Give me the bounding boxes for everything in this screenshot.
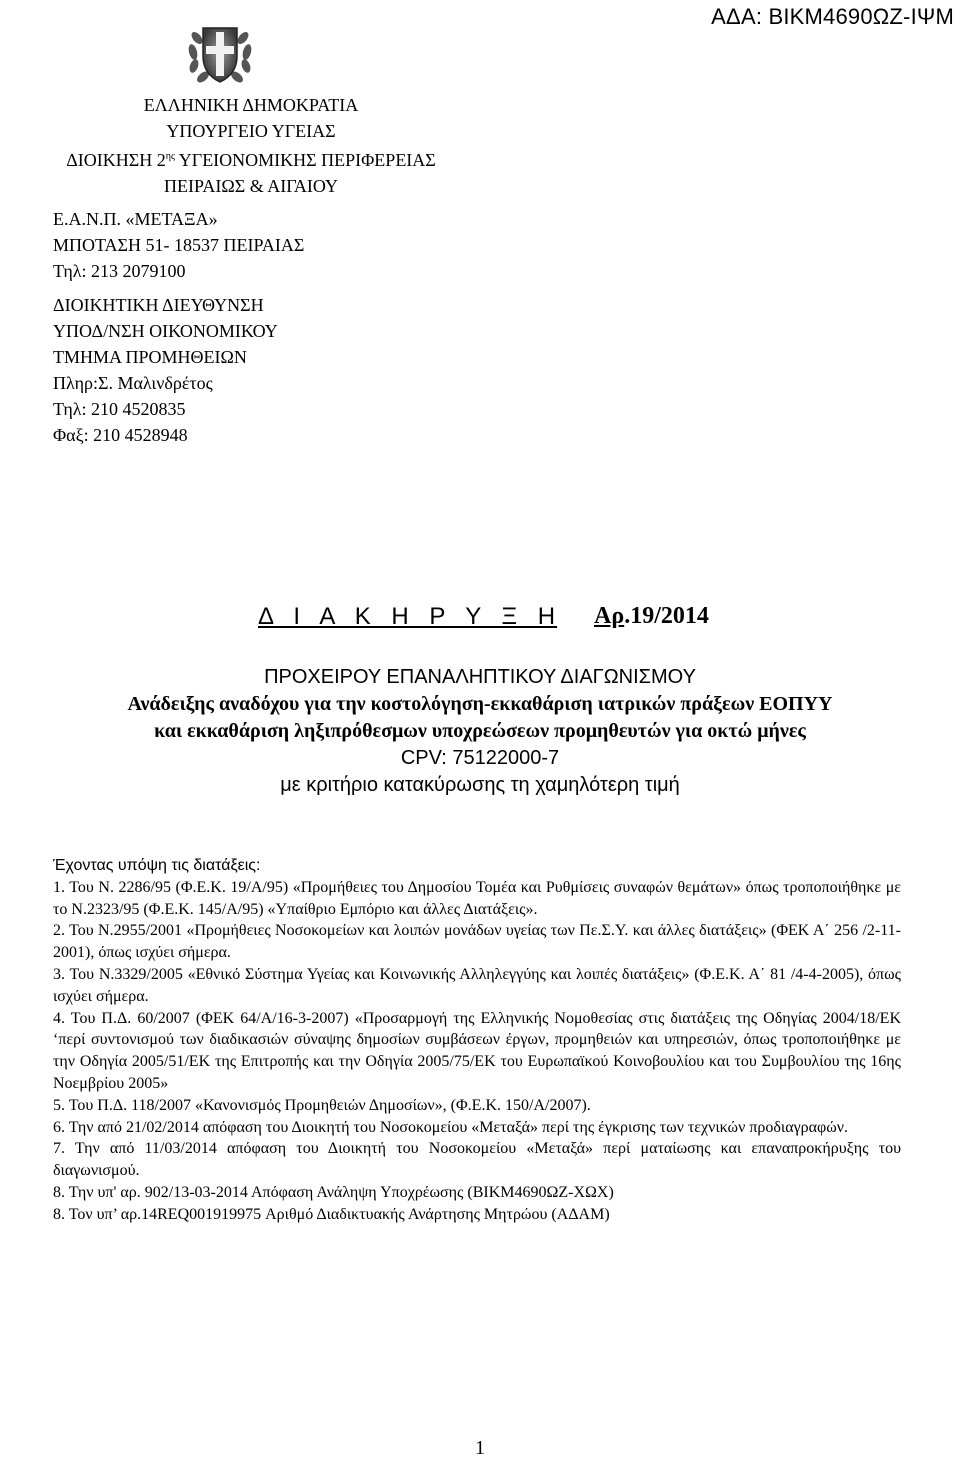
legal-basis-lead: Έχοντας υπόψη τις διατάξεις: (53, 857, 261, 874)
header-left (53, 206, 304, 448)
legal-item: 4. Του Π.Δ. 60/2007 (ΦΕΚ 64/Α/16-3-2007) «Προσαρμογή της Ελληνικής Νομοθεσίας στις διατάξεις της Οδηγίας 2004/18/ΕΚ ‘περί συντονισμού των διαδικασιών σύναψης δημοσίων συμβάσεων έργων, προμηθειών και υπηρεσιών, όπως τροποποιήθηκε με την Οδηγία 2005/51/ΕΚ της Επιτροπής και την Οδηγία 2005/75/ΕΚ του Ευρωπαϊκού Κοινοβουλίου και του Συμβουλίου της 16ης Νοεμβρίου 2005» (53, 1009, 901, 1092)
legal-item: 7. Την από 11/03/2014 απόφαση του Διοικητή του Νοσοκομείου «Μεταξά» περί ματαίωσης και επαναπροκήρυξης του διαγωνισμού. (53, 1140, 901, 1180)
hospital-phone: Τηλ: 213 2079100 (53, 261, 186, 281)
department-directorate: ΔΙΟΙΚΗΤΙΚΗ ΔΙΕΥΘΥΝΣΗ (53, 295, 264, 315)
header-line-region: ΔΙΟΙΚΗΣΗ $2^{\eta\varsigma}$ ΥΓΕΙΟΝΟΜΙΚΗΣ ΠΕΡΙΦΕΡΕΙΑΣ (66, 150, 436, 170)
legal-item: 8. Τον υπ’ αρ.14REQ001919975 Αριθμό Διαδικτυακής Ανάρτησης Μητρώου (ΑΔΑΜ) (53, 1205, 610, 1223)
department-contact: Πληρ:Σ. Μαλινδρέτος (53, 373, 213, 393)
header-line-republic: ΕΛΛΗΝΙΚΗ ΔΗΜΟΚΡΑΤΙΑ (143, 95, 359, 115)
department-fax: Φαξ: 210 4528948 (53, 425, 188, 445)
legal-basis (53, 855, 901, 1226)
department-subdirectorate: ΥΠΟΔ/ΝΣΗ ΟΙΚΟΝΟΜΙΚΟΥ (53, 321, 278, 341)
department-section: ΤΜΗΜΑ ΠΡΟΜΗΘΕΙΩΝ (53, 347, 247, 367)
declaration-number: Αρ.19/2014 (594, 603, 709, 629)
declaration-label: Δ Ι Α Κ Η Ρ Υ Ξ Η (258, 603, 558, 630)
subtitle-criterion: με κριτήριο κατακύρωσης τη χαμηλότερη τιμή (280, 774, 680, 796)
legal-item: 2. Του Ν.2955/2001 «Προμήθειες Νοσοκομείων και λοιπών μονάδων υγείας των Πε.Σ.Υ. και άλλες διατάξεις» (ΦΕΚ Α΄ 256 /2-11-2001), όπως ισχύει σήμερα. (53, 922, 901, 962)
subtitle-purpose-2: και εκκαθάριση ληξιπρόθεσμων υποχρεώσεων προμηθευτών για οκτώ μήνες (154, 720, 806, 742)
subtitle-procedure: ΠΡΟΧΕΙΡΟΥ ΕΠΑΝΑΛΗΠΤΙΚΟΥ ΔΙΑΓΩΝΙΣΜΟΥ (264, 666, 696, 688)
department-phone: Τηλ: 210 4520835 (53, 399, 186, 419)
legal-item: 3. Του Ν.3329/2005 «Εθνικό Σύστημα Υγείας και Κοινωνικής Αλληλεγγύης και λοιπές διατάξεις» (Φ.Ε.Κ. Α΄ 81 /4-4-2005), όπως ισχύει σήμερα. (53, 965, 901, 1005)
hospital-address: ΜΠΟΤΑΣΗ 51- 18537 ΠΕΙΡΑΙΑΣ (53, 235, 305, 255)
coat-of-arms-icon (181, 14, 259, 92)
subtitle-cpv: CPV: 75122000-7 (400, 747, 560, 769)
page-number: 1 (475, 1437, 485, 1459)
subtitle-purpose-1: Ανάδειξης αναδόχου για την κοστολόγηση-εκκαθάριση ιατρικών πράξεων ΕΟΠΥΥ (127, 693, 833, 715)
header-center (66, 92, 436, 199)
header-line-region-2: ΠΕΙΡΑΙΩΣ & ΑΙΓΑΙΟΥ (164, 176, 338, 196)
legal-item: 6. Την από 21/02/2014 απόφαση του Διοικητή του Νοσοκομείου «Μεταξά» περί της έγκρισης των τεχνικών προδιαγραφών. (53, 1118, 849, 1136)
legal-item: 1. Του Ν. 2286/95 (Φ.Ε.Κ. 19/Α/95) «Προμήθειες του Δημοσίου Τομέα και Ρυθμίσεις συναφών θεμάτων» όπως τροποποιήθηκε με το Ν.2323/95 (Φ.Ε.Κ. 145/Α/95) «Υπαίθριο Εμπόριο και άλλες Διατάξεις». (53, 878, 901, 918)
ada-code: ΑΔΑ: ΒΙΚΜ4690ΩΖ-ΙΨΜ (711, 4, 954, 29)
declaration-subtitle (0, 664, 960, 799)
hospital-name: Ε.Α.Ν.Π. «ΜΕΤΑΞΑ» (53, 209, 218, 229)
header-line-ministry: ΥΠΟΥΡΓΕΙΟ ΥΓΕΙΑΣ (166, 121, 336, 141)
legal-item: 8. Την υπ' αρ. 902/13-03-2014 Απόφαση Ανάληψη Υποχρέωσης (ΒΙΚΜ4690ΩΖ-ΧΩΧ) (53, 1183, 614, 1201)
legal-item: 5. Του Π.Δ. 118/2007 «Κανονισμός Προμηθειών Δημοσίων», (Φ.Ε.Κ. 150/Α/2007). (53, 1096, 591, 1114)
